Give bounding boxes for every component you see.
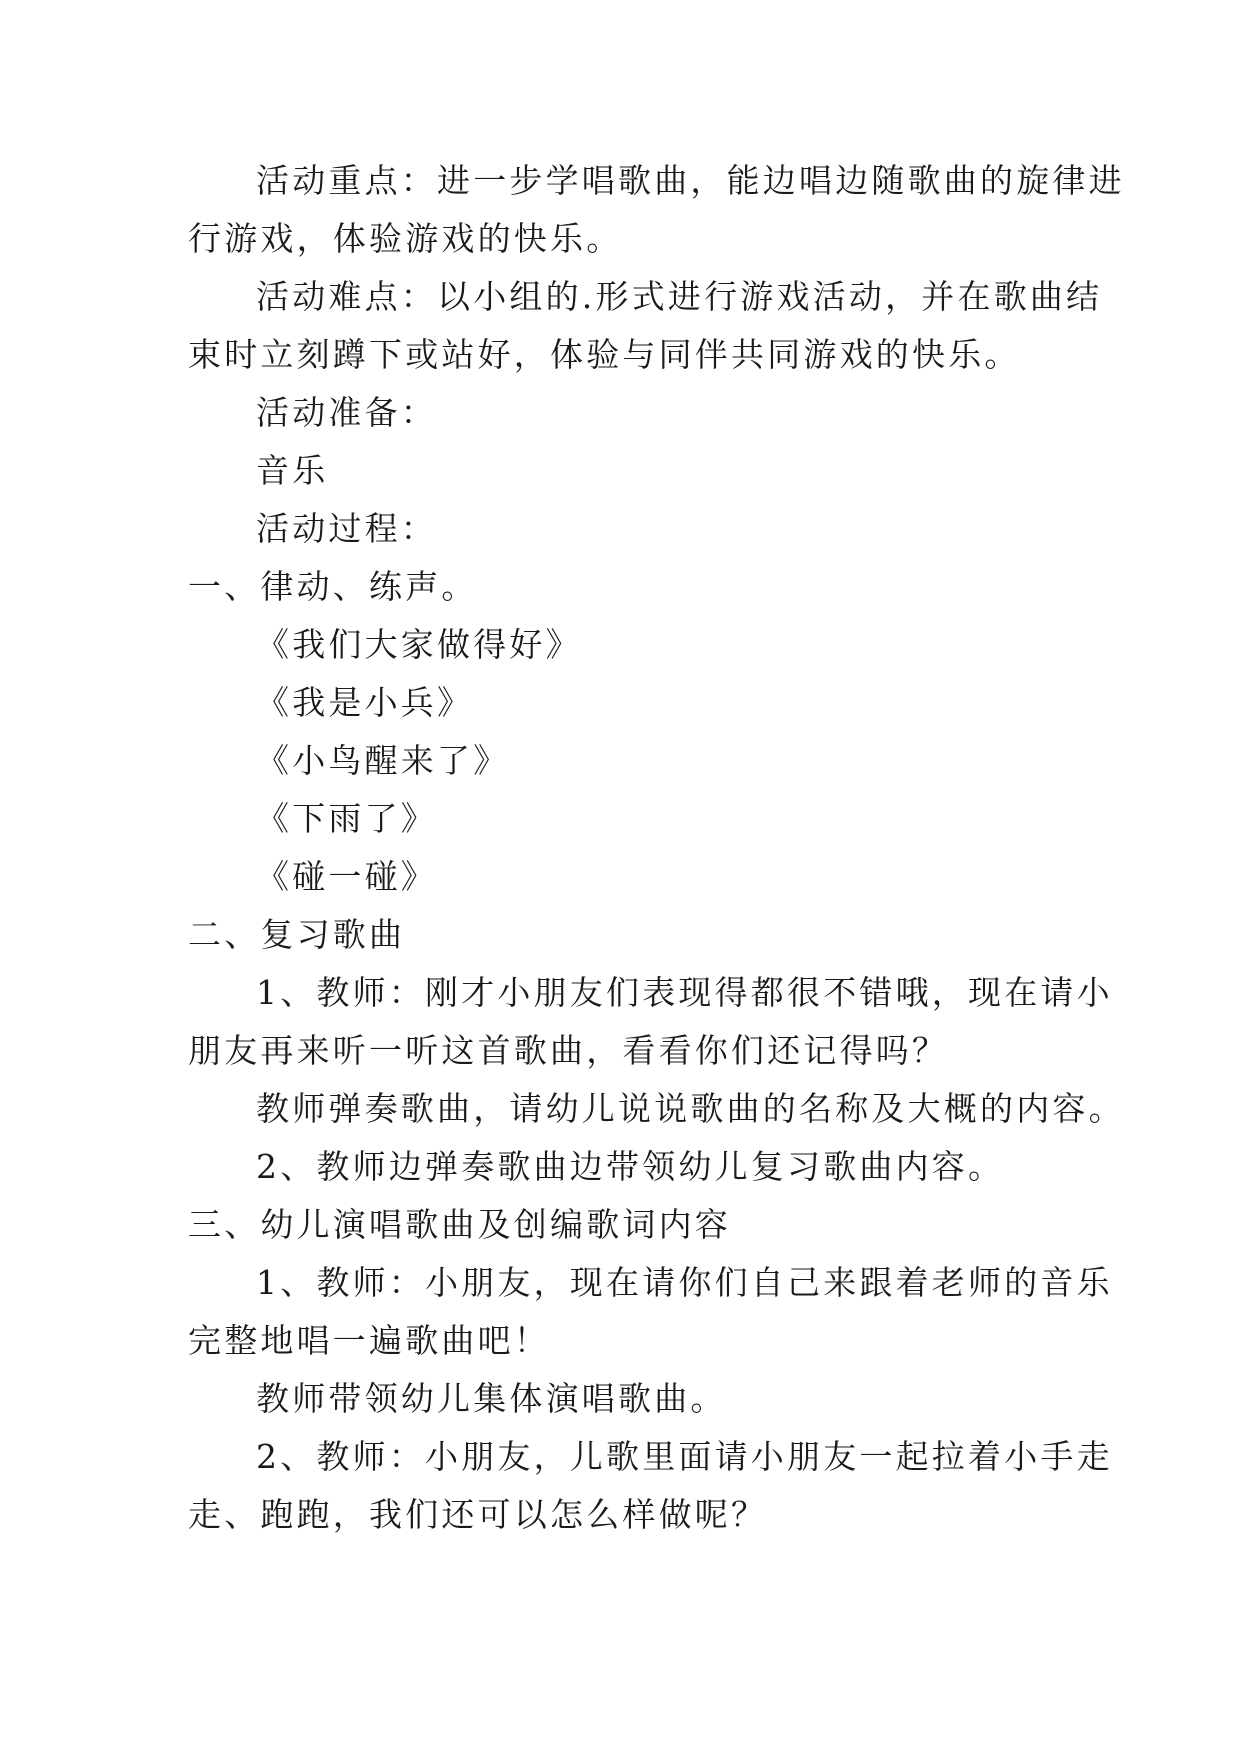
section-heading: 一、律动、练声。 [188,567,478,606]
text-line: 2、教师边弹奏歌曲边带领幼儿复习歌曲内容。 [256,1147,1005,1186]
text-line: 活动重点：进一步学唱歌曲，能边唱边随歌曲的旋律进 [256,161,1125,200]
section-label: 活动过程： [256,509,437,548]
text-line: 走、跑跑，我们还可以怎么样做呢？ [188,1495,768,1534]
song-title: 《碰一碰》 [256,857,437,896]
document-page [188,152,1125,1544]
text-line: 1、教师：刚才小朋友们表现得都很不错哦，现在请小 [256,973,1113,1012]
text-line: 行游戏，体验游戏的快乐。 [188,219,623,258]
text-line: 1、教师：小朋友，现在请你们自己来跟着老师的音乐 [256,1263,1113,1302]
text-line: 教师带领幼儿集体演唱歌曲。 [256,1379,727,1418]
text-line: 束时立刻蹲下或站好，体验与同伴共同游戏的快乐。 [188,335,1021,374]
song-title: 《我是小兵》 [256,683,474,722]
song-title: 《小鸟醒来了》 [256,741,510,780]
text-line: 音乐 [256,451,329,490]
section-label: 活动准备： [256,393,437,432]
section-heading: 三、幼儿演唱歌曲及创编歌词内容 [188,1205,731,1244]
text-line: 朋友再来听一听这首歌曲，看看你们还记得吗？ [188,1031,949,1070]
song-title: 《我们大家做得好》 [256,625,582,664]
text-line: 2、教师：小朋友，儿歌里面请小朋友一起拉着小手走 [256,1437,1113,1476]
text-line: 活动难点：以小组的.形式进行游戏活动，并在歌曲结 [256,277,1103,316]
text-line: 教师弹奏歌曲，请幼儿说说歌曲的名称及大概的内容。 [256,1089,1125,1128]
song-title: 《下雨了》 [256,799,437,838]
section-heading: 二、复习歌曲 [188,915,406,954]
text-line: 完整地唱一遍歌曲吧！ [188,1321,550,1360]
